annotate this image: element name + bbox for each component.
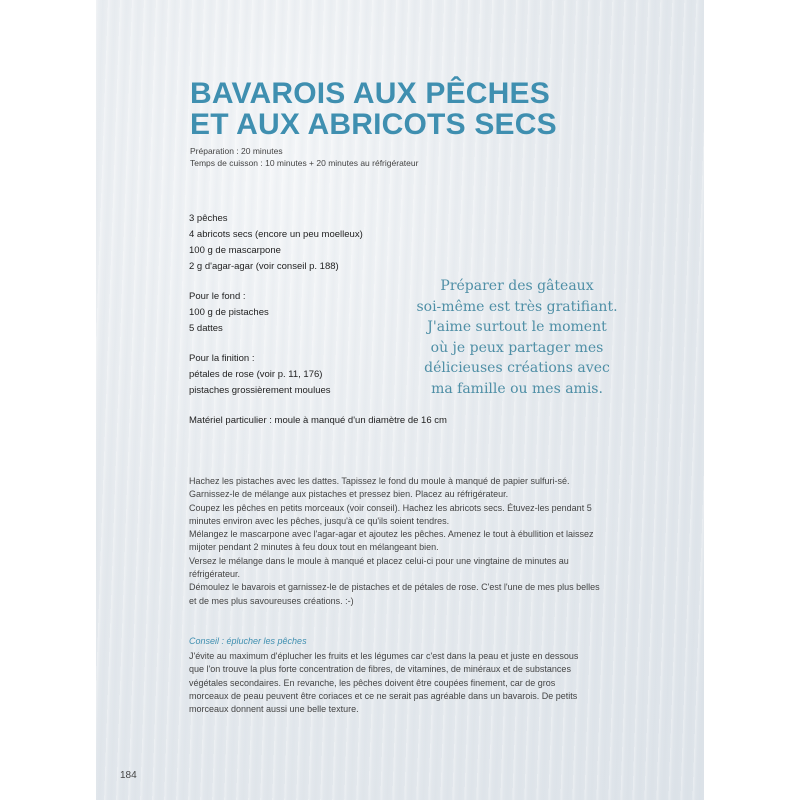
pull-quote [400, 276, 634, 399]
ingredient-item: 4 abricots secs (encore un peu moelleux) [189, 229, 363, 240]
cooking-time: Temps de cuisson : 10 minutes + 20 minutes au réfrigérateur [190, 158, 419, 168]
preparation-time: Préparation : 20 minutes [190, 146, 283, 156]
quote-line: Préparer des gâteaux [440, 278, 594, 294]
recipe-meta [190, 145, 418, 169]
equipment-note: Matériel particulier : moule à manqué d'un diamètre de 16 cm [189, 415, 447, 426]
tip-text: J'évite au maximum d'éplucher les fruits et les légumes car c'est dans la peau et juste en dessous que l'on trouve la plus forte concentration de fibres, de vitamines, de minéraux et de substances végétales secondaires. En revanche, les pêches doivent être coupées finement, car de gros morceaux de peau peuvent être coriaces et ce ne serait pas agréable dans un bavarois. De petits morceaux donnent aussi une belle texture. [189, 651, 579, 715]
base-heading: Pour le fond : [189, 291, 246, 302]
quote-line: où je peux partager mes [430, 339, 604, 356]
instructions [189, 475, 609, 608]
instruction-step: Coupez les pêches en petits morceaux (voir conseil). Hachez les abricots secs. Étuvez-les pendant 5 minutes environ avec les pêches, jusqu'à ce qu'ils soient tendres. [189, 502, 592, 526]
title-line-1: BAVAROIS AUX PÊCHES [190, 77, 550, 110]
tip-heading: Conseil : éplucher les pêches [189, 636, 307, 646]
title-line-2: ET AUX ABRICOTS SECS [190, 108, 557, 141]
instruction-step: Versez le mélange dans le moule à manqué et placez celui-ci pour une vingtaine de minutes au réfrigérateur. [189, 555, 569, 580]
quote-line: soi-même est très gratifiant. [416, 298, 618, 315]
instruction-step: Hachez les pistaches avec les dattes. Tapissez le fond du moule à manqué de papier sulfuri-sé. Garnissez-le de mélange aux pistaches et pressez bien. Placez au réfrigérateur. [189, 476, 570, 500]
instruction-step: Démoulez le bavarois et garnissez-le de pistaches et de pétales de rose. C'est l'une de mes plus belles et de mes plus savoureuses créations. :-) [189, 582, 600, 606]
ingredient-item: 2 g d'agar-agar (voir conseil p. 188) [189, 261, 339, 272]
ingredient-item: pétales de rose (voir p. 11, 176) [189, 369, 323, 380]
ingredient-item: 100 g de mascarpone [189, 245, 281, 256]
recipe-title [190, 78, 610, 140]
instruction-step: Mélangez le mascarpone avec l'agar-agar et ajoutez les pêches. Amenez le tout à ébullition et laissez mijoter pendant 2 minutes à feu doux tout en mélangeant bien. [189, 529, 594, 553]
quote-line: J'aime surtout le moment [427, 319, 607, 335]
ingredient-item: 5 dattes [189, 323, 223, 334]
quote-line: ma famille ou mes amis. [431, 380, 603, 397]
page-number: 184 [120, 770, 137, 781]
recipe-page [96, 0, 704, 800]
ingredient-item: 100 g de pistaches [189, 307, 269, 318]
ingredient-item: 3 pêches [189, 213, 228, 224]
ingredient-item: pistaches grossièrement moulues [189, 385, 331, 396]
quote-line: délicieuses créations avec [424, 360, 610, 376]
finish-heading: Pour la finition : [189, 353, 255, 364]
